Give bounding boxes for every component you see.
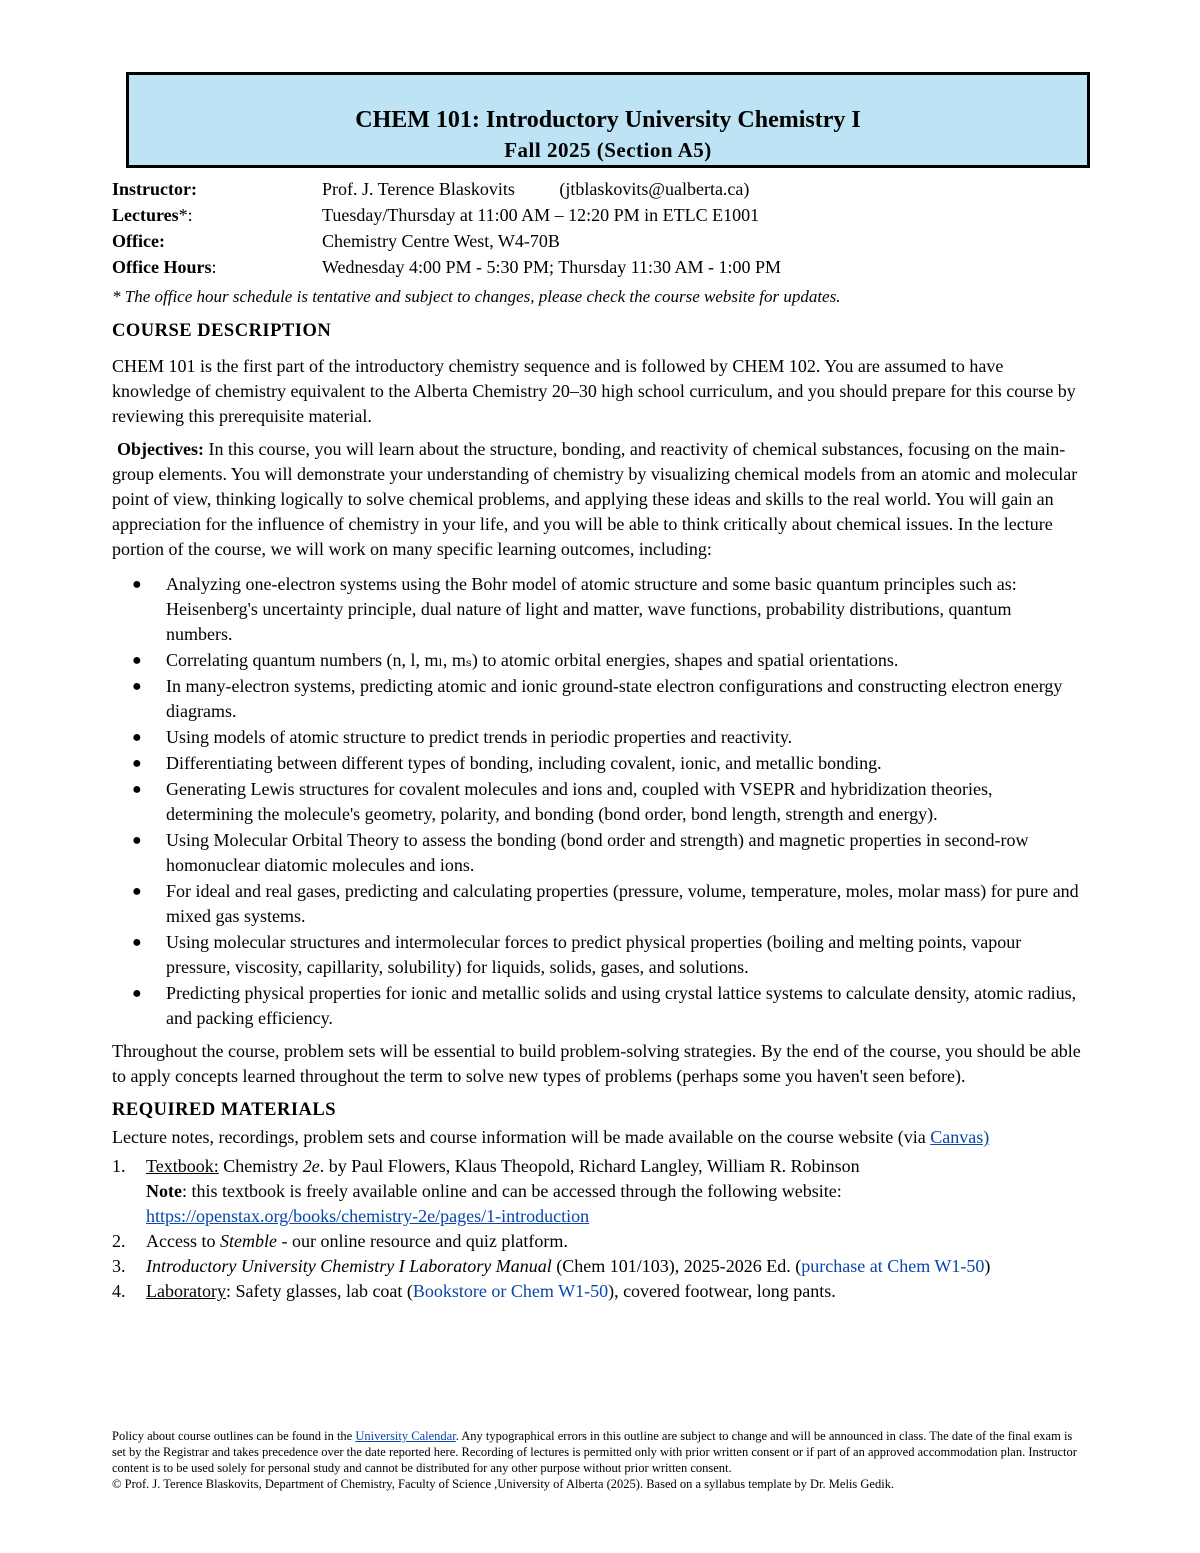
course-term: Fall 2025 (Section A5) [504, 138, 712, 162]
office-label: Office: [112, 231, 165, 251]
objectives-paragraph [112, 437, 1082, 562]
bullet-icon: ● [132, 883, 142, 900]
outcome-item: ● Generating Lewis structures for covalent molecules and ions and, coupled with VSEPR and hybridization theories, determining the molecule's geometry, polarity, and bonding (bond order, bond length, strength and energy). [132, 779, 993, 824]
outcome-item: ● For ideal and real gases, predicting and calculating properties (pressure, volume, temperature, moles, molar mass) for pure and mixed gas systems. [132, 881, 1079, 926]
outcome-item: ● Predicting physical properties for ionic and metallic solids and using crystal lattice systems to calculate density, atomic radius, and packing efficiency. [132, 983, 1077, 1028]
bullet-icon: ● [132, 832, 142, 849]
material-item-laboratory: 4. Laboratory: Safety glasses, lab coat (Bookstore or Chem W1-50), covered footwear, long pants. [112, 1281, 836, 1301]
office-hours-value: Wednesday 4:00 PM - 5:30 PM; Thursday 11:30 AM - 1:00 PM [322, 257, 782, 277]
university-calendar-link[interactable]: University Calendar [355, 1429, 456, 1443]
outcome-item: ● Using Molecular Orbital Theory to assess the bonding (bond order and strength) and magnetic properties in second-row homonuclear diatomic molecules and ions. [132, 830, 1029, 875]
title-banner [126, 72, 1090, 168]
laboratory-label: Laboratory [146, 1281, 226, 1301]
objectives-text: In this course, you will learn about the structure, bonding, and reactivity of chemical substances, focusing on the main-group elements. You will demonstrate your understanding of chemistry by visualizing chemical models from an atomic and molecular point of view, thinking logically to solve chemical problems, and applying these ideas and skills to the real world. You will gain an appreciation for the influence of chemistry in your life, and you will be able to think critically about chemical issues. In the lecture portion of the course, we will work on many specific learning outcomes, including: [112, 439, 1078, 559]
course-description-closing: Throughout the course, problem sets will be essential to build problem-solving strategies. By the end of the course, you should be able to apply concepts learned throughout the term to solve new types of problems (perhaps some you haven't seen before). [112, 1041, 1081, 1086]
materials-intro: Lecture notes, recordings, problem sets and course information will be made available on the course website (via Canvas) [112, 1127, 990, 1147]
material-item-lab-manual: 3. Introductory University Chemistry I Laboratory Manual (Chem 101/103), 2025-2026 Ed. (purchase at Chem W1-50) [112, 1256, 991, 1276]
office-hours-row [112, 254, 1082, 280]
bullet-icon: ● [132, 781, 142, 798]
bullet-icon: ● [132, 652, 142, 669]
outcome-item: ● Correlating quantum numbers (n, l, mₗ, mₛ) to atomic orbital energies, shapes and spatial orientations. [112, 648, 1082, 673]
materials-list [112, 1154, 1082, 1304]
outcome-item: ● In many-electron systems, predicting atomic and ionic ground-state electron configurations and constructing electron energy diagrams. [132, 676, 1063, 721]
footer-policy [112, 1428, 1084, 1492]
syllabus-content [112, 176, 1082, 1304]
bullet-icon: ● [132, 576, 142, 593]
outcome-item: ● Using models of atomic structure to predict trends in periodic properties and reactivity. [112, 725, 1082, 750]
outcome-item: ● Differentiating between different types of bonding, including covalent, ionic, and metallic bonding. [112, 751, 1082, 776]
note-label: Note [146, 1181, 182, 1201]
course-title: CHEM 101: Introductory University Chemistry I [355, 107, 861, 133]
bookstore-link[interactable]: Bookstore or Chem W1-50 [412, 1281, 609, 1301]
bullet-icon: ● [132, 729, 142, 746]
copyright-text: © Prof. J. Terence Blaskovits, Department of Chemistry, Faculty of Science ,University of Alberta (2025). Based on a syllabus template by Dr. Melis Gedik. [112, 1477, 895, 1491]
instructor-email: (jtblaskovits@ualberta.ca) [559, 179, 750, 199]
objectives-label: Objectives: [117, 439, 204, 459]
office-hours-note: * The office hour schedule is tentative and subject to changes, please check the course website for updates. [112, 287, 841, 306]
canvas-link[interactable]: Canvas) [930, 1127, 990, 1147]
course-description-intro: CHEM 101 is the first part of the introductory chemistry sequence and is followed by CHEM 102. You are assumed to have knowledge of chemistry equivalent to the Alberta Chemistry 20–30 high school curriculum, and you should prepare for this course by reviewing this prerequisite material. [112, 356, 1076, 426]
office-hours-label-suffix: : [211, 257, 217, 277]
material-item-textbook: 1. Textbook: Chemistry 2e. by Paul Flowers, Klaus Theopold, Richard Langley, William R. Robinson Note: this textbook is freely available online and can be accessed through the following website: https://openstax.org/books/chemistry-2e/pages/1-introduction [112, 1156, 860, 1226]
policy-text: Policy about course outlines can be found in the University Calendar. Any typographical errors in this outline are subject to change and will be announced in class. The date of the final exam is set by the Registrar and takes precedence over the date reported here. Recording of lectures is permitted only with prior written consent or if part of an approved accommodation plan. Instructor content is to be used solely for personal study and cannot be distributed for any other purpose without prior written consent. [112, 1429, 1077, 1475]
textbook-url-link[interactable]: https://openstax.org/books/chemistry-2e/pages/1-introduction [146, 1206, 590, 1226]
lectures-label: Lectures [112, 205, 179, 225]
office-value: Chemistry Centre West, W4-70B [322, 231, 560, 251]
instructor-label: Instructor: [112, 179, 197, 199]
purchase-link[interactable]: purchase at Chem W1-50 [801, 1256, 985, 1276]
office-row [112, 228, 1082, 254]
lectures-row [112, 202, 1082, 228]
lectures-value: Tuesday/Thursday at 11:00 AM – 12:20 PM in ETLC E1001 [322, 205, 760, 225]
bullet-icon: ● [132, 755, 142, 772]
office-hours-label: Office Hours [112, 257, 212, 277]
material-item-stemble: 2. Access to Stemble - our online resource and quiz platform. [112, 1231, 568, 1251]
lectures-label-suffix: *: [178, 205, 193, 225]
textbook-label: Textbook: [146, 1156, 219, 1176]
outcome-item: ● Using molecular structures and intermolecular forces to predict physical properties (boiling and melting points, vapour pressure, viscosity, capillarity, solubility) for liquids, solids, gases, and solutions. [132, 932, 1022, 977]
outcome-item: ● Analyzing one-electron systems using the Bohr model of atomic structure and some basic quantum principles such as: Heisenberg's uncertainty principle, dual nature of light and matter, wave functions, probability distributions, quantum numbers. [132, 574, 1017, 644]
learning-outcomes-list [112, 572, 1082, 1031]
instructor-row [112, 176, 1082, 202]
bullet-icon: ● [132, 678, 142, 695]
required-materials-heading: REQUIRED MATERIALS [112, 1100, 337, 1120]
bullet-icon: ● [132, 985, 142, 1002]
instructor-name: Prof. J. Terence Blaskovits [322, 179, 515, 199]
bullet-icon: ● [132, 934, 142, 951]
course-description-heading: COURSE DESCRIPTION [112, 321, 332, 341]
